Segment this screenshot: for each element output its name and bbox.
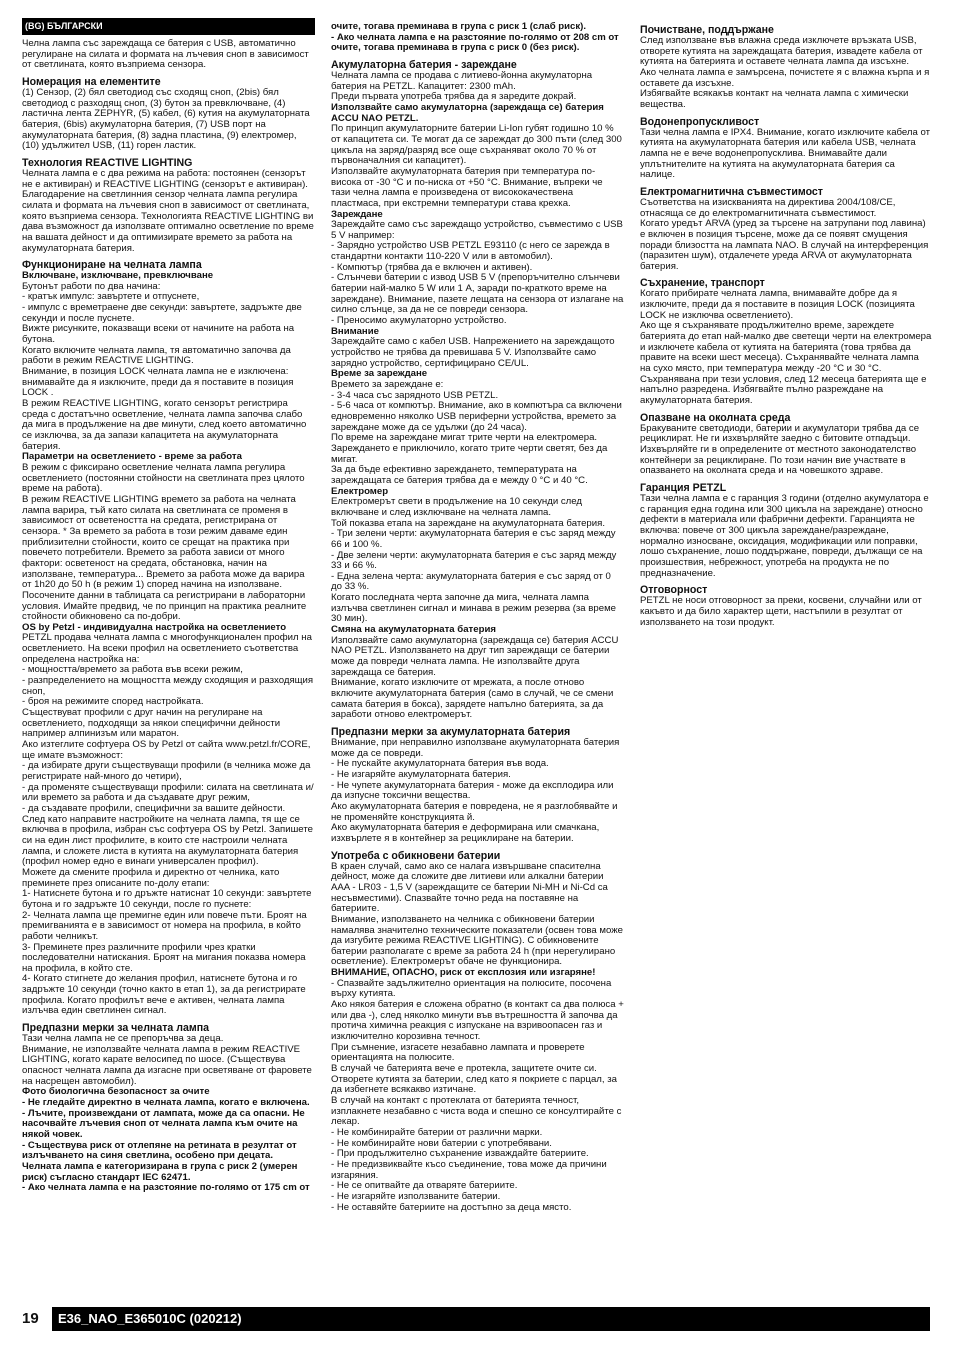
paragraph: Можете да смените профила и директно от челника, като преминете през описаните по-долу етапи: [22, 866, 280, 889]
page-number: 19 [22, 1310, 39, 1327]
paragraph: - Не чупете акумулаторната батерия - може да експлодира или да изпусне токсични вещества. [331, 779, 614, 802]
paragraph: - При продължително съхранение изваждайте батериите. [331, 1148, 589, 1160]
paragraph: - броя на режимите според настройката. [22, 696, 204, 708]
subheading: - Съществува риск от отлепяне на ретината в резултат от излъчването на синя светлина, особено при децата. [22, 1139, 297, 1162]
subheading: Включване, изключване, превключване [22, 270, 214, 282]
paragraph: Съществуват профили с друг начин на регулиране на осветлението, подходящи за някои специфични дейности например алпинизъм или маратон. [22, 707, 281, 740]
paragraph: В режим REACTIVE LIGHTING, когато сензорът регистрира среда с достатъчно осветление, челната лампа започва слабо да мига в продължение на две минути, след което автоматично се изключва, за да запази капацитета на акумулаторната батерия. [22, 398, 307, 452]
paragraph: - Зарядно устройство USB PETZL E93110 (с него се зарежда в стандартни контакти 110-220 V или в автомобил). [331, 240, 610, 263]
paragraph: Времето за зареждане е: [331, 379, 444, 390]
paragraph: В случай че батерията вече е протекла, защитете очите си. Отворете кутията за батерии, след като я покриете с парцал, за да избегнете всякакво изтичане. [331, 1063, 617, 1096]
paragraph: Тази челна лампа е с гаранция 3 години (отделно акумулатора е с гаранция една година или 300 цикъла на зареждане) относно дефекти в материала или фабрични дефекти. Гаранцията не включва: повече от 300 цикъла зареждане/разреждане, нормално износване, оксидация, модификации или поправки, лошо съхранение, лошо поддържане, повреди, дължащи се на произшествия, небрежност, употреба на продукта не по предназначение. [640, 492, 929, 579]
paragraph: Зареждайте само със зареждащо устройство, съвместимо с USB 5 V например: [331, 219, 623, 241]
paragraph: Ако изтеглите софтуера OS by Petzl от сайта www.petzl.fr/CORE, ще имате възможност: [22, 739, 311, 761]
paragraph: Бракуваните светодиоди, батерии и акумулатори трябва да се рециклират. Не ги изхвърляйте заедно с битовите отпадъци. Изхвърляйте ги в определените от местното законодателство контейнери за рециклиране. По този начин вие участвате в опазването на околната среда и на човешкото здраве. [640, 422, 920, 477]
subheading: Зареждане [331, 208, 383, 220]
paragraph: 4- Когато стигнете до желания профил, натиснете бутона и го задръжте 10 секунди (точно както в етап 1), за да регистрирате профила. Когато профилът вече е активен, челната лампа излъчва един светлинен сигнал. [22, 973, 306, 1017]
paragraph: Челната лампа е с два режима на работа: постоянен (сензорът не е активиран) и REACTIVE LIGHTING (сензорът е активиран). Благодарение на светлинния сензор челната лампа регулира силата и формата на лъчевия сноп в зависимост от светлината, която възприема сензора. Технологията REACTIVE LIGHTING ви дава възможност да използвате оптимално осветление по време на вашата дейност и да оптимизирате времето за работа на акумулаторната батерия. [22, 167, 314, 254]
subheading: OS by Petzl - индивидуална настройка на осветлението [22, 621, 287, 633]
paragraph: - Преносимо акумулаторно устройство. [331, 315, 507, 327]
paragraph: В случай на контакт с протеклата от батерията течност, изплакнете незабавно с чиста вода и спешно се консултирайте с лекар. [331, 1095, 622, 1128]
paragraph: Внимание, не използвайте челната лампа в режим REACTIVE LIGHTING, когато карате велосипед по шосе. (Съществува опасност челната лампа да изгасне при осветяване от фаровете на насрещен автомобил). [22, 1043, 312, 1087]
paragraph: Челна лампа със зареждаща се батерия с USB, автоматично регулиране на силата и формата на лъчевия сноп в зависимост от светлината, която възприема сензора. [22, 38, 309, 71]
paragraph: - 5-6 часа от компютър. Внимание, ако в компютъра са включени едновременно няколко USB периферни устройства, времето за зареждане може да се удължи (до 24 часа). [331, 400, 622, 433]
section-heading: Отговорност [640, 584, 708, 597]
paragraph: - Спазвайте задължително ориентация на полюсите, посочена върху кутията. [331, 977, 612, 1000]
section-heading: Опазване на околната среда [640, 411, 791, 424]
paragraph: PETZL не носи отговорност за преки, косвени, случайни или от какъвто и да било характер щети, настъпили в резултат от използването на този продукт. [640, 595, 922, 628]
paragraph: 1- Натиснете бутона и го дръжте натиснат 10 секунди: завъртете бутона и го задръжте 10 секунди, после го пуснете: [22, 888, 312, 910]
paragraph: - Не изгаряйте използваните батерии. [331, 1190, 501, 1202]
paragraph: За да бъде ефективно зареждането, температурата на зареждащата се батерия трябва да е между 0 °C и 40 °C. [331, 464, 588, 486]
paragraph: Внимание, в позиция LOCK челната лампа не е изключена: внимавайте да я изключите, преди да я поставите в позиция LOCK . [22, 366, 294, 399]
paragraph: - мощността/времето за работа във всеки режим, [22, 664, 243, 676]
subheading: - Не гледайте директно в челната лампа, когато е включена. [22, 1097, 310, 1109]
paragraph: Ако някоя батерия е сложена обратно (в контакт са два полюса + или два -), след няколко минути във вътрешността й започва да протича химична реакция с изпускане на взривоопасен газ и изключително корозивна течност. [331, 999, 624, 1043]
paragraph: - Три зелени черти: акумулаторната батерия е със заряд между 66 и 100 %. [331, 528, 616, 550]
paragraph: В режим REACTIVE LIGHTING времето за работа на челната лампа варира, тъй като силата на светлината се променя в зависимост от осветеността на средата, регистрирана от сензора. * За времето за работа в този режим даваме един приблизителни стойности, които се срещат на практика при повечето потребители. Времето за работа зависи от много фактори: осветеност на средата, обстановка, начин на използване, температура... Времето за работа може да варира от 1h20 до 50 h (в режим 1) според начина на използване. [22, 493, 305, 591]
paragraph: Електромерът свети в продължение на 10 секунди след включване и след изключване на челната лампа. [331, 496, 582, 518]
paragraph: Когато прибирате челната лампа, внимавайте добре да я изключите, преди да я поставите в позиция LOCK (позицията LOCK не изключва осветлението). [640, 288, 915, 321]
paragraph: По време на зареждане мигат трите черти на електромера. Зареждането е приключило, когато трите черти светят, без да мигат. [331, 432, 608, 465]
paragraph: - да избирате други съществуващи профили (в челника може да регистрирате най-много до четири), [22, 760, 311, 782]
paragraph: Бутонът работи по два начина: [22, 280, 161, 292]
section-heading: Предпазни мерки за акумулаторната батерия [331, 726, 571, 738]
paragraph: Използвайте акумулаторната батерия при температура по-висока от -30 °C и по-ниска от +50 °C. Внимание, въпреки че тази челна лампа е произведена от висококачествена пластмаса, при екстремни температури става крехка. [331, 165, 603, 209]
paragraph: - кратък импулс: завъртете и отпуснете, [22, 291, 200, 303]
paragraph: Съответства на изискванията на директива 2004/108/CE, отнасяща се до електромагнитичната съвместимост. [640, 196, 896, 219]
column-1-content [22, 39, 315, 1194]
paragraph: Вижте рисунките, показващи всеки от начините на работа на бутона. [22, 323, 295, 346]
section-heading: Съхранение, транспорт [640, 277, 765, 290]
section-heading: Номерация на елементите [22, 75, 161, 88]
paragraph: - Не пускайте акумулаторната батерия във вода. [331, 758, 549, 770]
page-footer [22, 1307, 930, 1331]
paragraph: В режим с фиксирано осветление челната лампа регулира осветлението (постоянни стойности на светлината през цялото време на работа). [22, 461, 305, 495]
paragraph: Тази челна лампа не се препоръчва за деца. [22, 1033, 224, 1045]
column-2-content [331, 22, 624, 1213]
paragraph: Когато уредът ARVA (уред за търсене на затрупани под лавина) е включен в позиция търсене, може да се появят смущения поради близостта на лампата NAO. В случай на интерференция (паразитен шум), отдалечете уреда ARVA от акумулаторната батерия. [640, 218, 929, 272]
paragraph: Ако акумулаторната батерия е деформирана или смачкана, изхвърлете я в контейнер за рециклиране на батерии. [331, 822, 600, 844]
paragraph: Ако ще я съхранявате продължително време, зареждете батерията до етап най-малко две светещи черти на електромера и изключете кабела от кутията на батерията (това трябва да правите на всеки шест месеца). Съхранявайте челната лампа на сухо място, при температура между -20 °C и 30 °C. Съхранявана при тези условия, след 12 месеца батерията ще е напълно разредена. Избягвайте пълно разреждане на акумулаторната батерия. [640, 320, 932, 407]
section-heading: Предпазни мерки за челната лампа [22, 1022, 209, 1035]
paragraph: Ако челната лампа е замърсена, почистете я с влажна кърпа и я оставете да изсъхне. [640, 66, 930, 89]
subheading: Електромер [331, 485, 389, 497]
paragraph: Избягвайте всякакъв контакт на челната лампа с химически вещества. [640, 88, 909, 110]
subheading: Смяна на акумулаторната батерия [331, 624, 496, 636]
subheading: ВНИМАНИЕ, ОПАСНО, риск от експлозия или изгаряне! [331, 967, 596, 979]
paragraph: Той показва етапа на зареждане на акумулаторната батерия. [331, 517, 605, 529]
paragraph: В краен случай, само ако се налага извършване спасителна дейност, може да сложите две литиеви или алкални батерии AAA - LR03 - 1,5 V (зареждащите се батерии Ni-MH и Ni-Cd са несъвместими). Спазвайте точно реда на поставяне на батериите. [331, 860, 608, 915]
subheading: - Ако челната лампа е на разстояние по-голямо от 208 cm от очите, тогава преминава в група с риск 0 (без риск). [331, 31, 619, 54]
paragraph: Тази челна лампа е IPX4. Внимание, когато изключите кабела от кутията на акумулаторната батерия или кабела USB, челната лампа не е вече водонепропусклива. Внимавайте дали уплътнителите на кутията на акумулаторната батерия са налице. [640, 126, 931, 181]
paragraph: - Две зелени черти: акумулаторната батерия е със заряд между 33 и 66 %. [331, 549, 617, 572]
paragraph: - разпределението на мощността между сходящия и разходящия сноп, [22, 675, 314, 697]
paragraph: - Слънчеви батерии с извод USB 5 V (препоръчително слънчеви батерии най-малко 5 W или 1 A, заради по-краткото време на зареждане). Внимание, пазете лещата на сензора от излагане на силно слънце, за да не се повреди сензора. [331, 272, 624, 316]
paragraph: По принцип акумулаторните батерии Li-Ion губят годишно 10 % от капацитета си. Те могат да се зареждат до 300 пъти (след 300 цикъла на заряд/разряд все още съхраняват около 70 % от първоначалния си капацитет). [331, 123, 622, 167]
paragraph: - Не комбинирайте батерии от различни марки. [331, 1126, 543, 1138]
paragraph: Внимание, използването на челника с обикновени батерии намалява значително техническите показатели (освен това може да изгубите режима REACTIVE LIGHTING). С обикновените батерии разполагате с време за работа 24 h (при нерегулирано осветление). Електромерът обаче не функционира. [331, 913, 623, 968]
paragraph: - Не комбинирайте нови батерии с употребявани. [331, 1137, 552, 1149]
column-2 [331, 22, 624, 1213]
section-heading: Гаранция PETZL [640, 481, 727, 494]
paragraph: - Компютър (трябва да е включен и активен). [331, 261, 533, 273]
subheading: Използвайте само акумулаторна (зареждаща се) батерия ACCU NAO PETZL. [331, 101, 604, 124]
paragraph: - 3-4 часа със зарядното USB PETZL. [331, 389, 499, 401]
paragraph: След като направите настройките на челната лампа, тя ще се включва в профила, избран със софтуера OS by Petzl. Запишете си на един лист профилите, в които сте настроили челната лампа, и сложете листа в кутията на акумулаторната батерия (профил номер едно е винаги универсален профил). [22, 813, 313, 868]
paragraph: Челната лампа се продава с литиево-йонна акумулаторна батерия на PETZL. Капацитет: 2300 mAh. [331, 69, 593, 92]
paragraph: - да променяте съществуващи профили: силата на светлината и/или времето за работа и да създавате друг режим, [22, 781, 314, 804]
column-3 [640, 24, 932, 628]
subheading: Време за зареждане [331, 368, 428, 380]
paragraph: Внимание, когато изключите от мрежата, а после отново включите акумулаторната батерия (само в случай, че се смени самата батерия в бокса), зарядете напълно батерията, за да заработи отново електромерът. [331, 677, 614, 721]
section-heading: Електромагнитична съвместимост [640, 185, 823, 198]
subheading: - Лъчите, произвеждани от лампата, може да са опасни. Не насочвайте лъчевия сноп от челната лампа към очите на някой човек. [22, 1107, 305, 1140]
paragraph: Преди първата употреба трябва да я заредите докрай. [331, 91, 577, 103]
paragraph: - Не предизвиквайте късо съединение, това може да причини изгаряния. [331, 1158, 607, 1181]
paragraph: При съмнение, изгасете незабавно лампата и проверете ориентацията на полюсите. [331, 1041, 585, 1064]
section-heading: Употреба с обикновени батерии [331, 849, 501, 862]
paragraph: - Не оставяйте батериите на достъпно за деца място. [331, 1201, 572, 1213]
paragraph: - Не изгаряйте акумулаторната батерия. [331, 768, 511, 780]
subheading: Челната лампа е категоризирана в група с риск 2 (умерен риск) съгласно стандарт IEC 62471. [22, 1160, 298, 1183]
paragraph: Посочените данни в таблицата са регистрирани в лабораторни условия. Имайте предвид, че по принцип на практика реалните стойности обикновено са по-добри. [22, 589, 307, 623]
section-heading: Акумулаторна батерия - зареждане [331, 58, 517, 71]
paragraph: Зареждайте само с кабел USB. Напрежението на зареждащото устройство не трябва да превишава 5 V. Използвайте само зарядно устройство, сертифицирано CE/UL. [331, 336, 615, 369]
section-heading: Технология REACTIVE LIGHTING [22, 156, 193, 169]
paragraph: - Не се опитвайте да отваряте батериите. [331, 1180, 518, 1192]
paragraph: - да създавате профили, специфични за вашите дейности. [22, 802, 286, 814]
column-3-content [640, 24, 932, 628]
paragraph: - Една зелена черта: акумулаторната батерия е със заряд от 0 до 33 %. [331, 570, 611, 593]
column-1 [22, 18, 315, 1194]
paragraph: 2- Челната лампа ще премигне един или повече пъти. Броят на премигванията е в зависимост от номера на профила, в който работи челникът. [22, 909, 307, 942]
subheading: Параметри на осветлението - време за работа [22, 451, 242, 463]
section-heading: Функциониране на челната лампа [22, 259, 202, 272]
subheading: очите, тогава преминава в група с риск 1 (слаб риск). [331, 21, 587, 32]
subheading: - Ако челната лампа е на разстояние по-голямо от 175 cm от [22, 1182, 310, 1194]
paragraph: 3- Преминете през различните профили чрез кратки последователни натискания. Броят на мигания показва номера на профила, в който сте. [22, 941, 306, 974]
language-label: (BG) БЪЛГАРСКИ [22, 18, 315, 35]
paragraph: Ако акумулаторната батерия е повредена, не я разглобявайте и не променяйте конструкцията й. [331, 800, 618, 823]
paragraph: PETZL продава челната лампа с многофункционален профил на осветлението. На всеки профил на осветлението съответства определена настройка на: [22, 632, 312, 665]
paragraph: Използвайте само акумулаторна (зареждаща се) батерия ACCU NAO PETZL. Използването на друг тип зареждащи се батерии може да повреди челната лампа. Не използвайте друга зареждаща се батерия. [331, 634, 619, 678]
section-heading: Почистване, поддържане [640, 24, 774, 36]
paragraph: Внимание, при неправилно използване акумулаторната батерия може да се повреди. [331, 737, 620, 759]
paragraph: Когато последната черта започне да мига, челната лампа излъчва светлинен сигнал и минава в режим резерва (за време 30 мин). [331, 592, 616, 625]
document-code: E36_NAO_E365010C (020212) [52, 1307, 930, 1331]
section-heading: Водонепропускливост [640, 115, 760, 128]
paragraph: (1) Сензор, (2) бял светодиод със сходящ сноп, (2bis) бял светодиод с разходящ сноп, (3) бутон за превключване, (4) ластична лента ZEPHYR, (5) кабел, (6) кутия на акумулаторната батерия, (6bis) акумулаторна батерия, (7) USB порт на акумулаторната батерия, (8) задна пластина, (9) електромер, (10) удължител USB, (11) горен ластик. [22, 86, 310, 152]
subheading: Фото биологична безопасност за очите [22, 1086, 210, 1098]
paragraph: Когато включите челната лампа, тя автоматично започва да работи в режим REACTIVE LIGHTING. [22, 344, 291, 367]
subheading: Внимание [331, 325, 379, 337]
paragraph: След използване във влажна среда изключете връзката USB, отворете кутията на зареждащата батерия, извадете кабела от кутията на батерията и оставете челната лампа да изсъхне. [640, 35, 923, 68]
paragraph: - импулс с времетраене две секунди: завъртете, задръжте две секунди и после пуснете. [22, 302, 302, 324]
